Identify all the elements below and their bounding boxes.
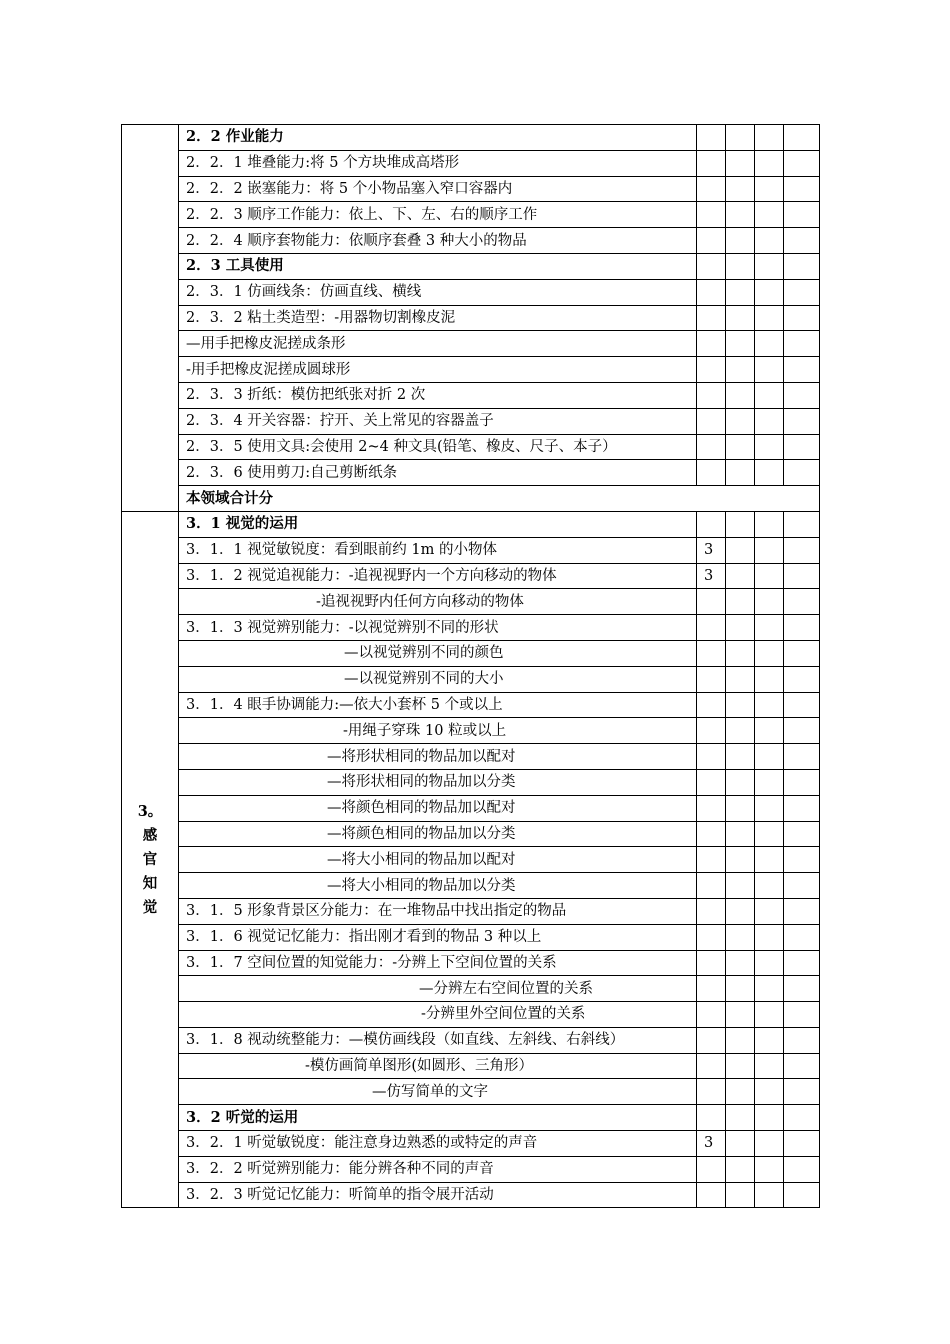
score-cell[interactable] bbox=[784, 253, 820, 279]
score-cell[interactable] bbox=[726, 615, 755, 641]
score-cell[interactable] bbox=[697, 640, 726, 666]
score-cell[interactable] bbox=[784, 615, 820, 641]
score-cell[interactable] bbox=[726, 357, 755, 383]
section-title: 2．2 作业能力 bbox=[179, 125, 697, 151]
score-cell[interactable] bbox=[784, 692, 820, 718]
table-row bbox=[122, 1027, 820, 1053]
score-cell[interactable] bbox=[755, 305, 784, 331]
table-row bbox=[122, 202, 820, 228]
score-cell[interactable] bbox=[697, 434, 726, 460]
score-cell[interactable] bbox=[697, 898, 726, 924]
score-cell[interactable] bbox=[784, 1156, 820, 1182]
table-row bbox=[122, 924, 820, 950]
score-cell[interactable] bbox=[726, 331, 755, 357]
table-row bbox=[122, 821, 820, 847]
item-text: 2．2．2 嵌塞能力：将 5 个小物品塞入窄口容器内 bbox=[179, 176, 697, 202]
item-text: 2．3．3 折纸：模仿把纸张对折 2 次 bbox=[179, 382, 697, 408]
section-header-row bbox=[122, 125, 820, 151]
table-row bbox=[122, 692, 820, 718]
item-text: —以视觉辨别不同的大小 bbox=[179, 666, 697, 692]
score-cell[interactable] bbox=[726, 976, 755, 1002]
score-cell[interactable] bbox=[697, 1002, 726, 1028]
score-cell[interactable] bbox=[755, 357, 784, 383]
score-cell[interactable] bbox=[697, 795, 726, 821]
score-cell[interactable] bbox=[697, 1182, 726, 1208]
item-text: 2．3．5 使用文具:会使用 2~4 种文具(铅笔、橡皮、尺子、本子） bbox=[179, 434, 697, 460]
table-row bbox=[122, 873, 820, 899]
item-text: —将大小相同的物品加以配对 bbox=[179, 847, 697, 873]
item-text: 3．1．2 视觉追视能力：-追视视野内一个方向移动的物体 bbox=[179, 563, 697, 589]
score-cell[interactable] bbox=[784, 976, 820, 1002]
score-cell[interactable] bbox=[755, 1105, 784, 1131]
domain-title-char: 觉 bbox=[142, 898, 158, 916]
score-cell[interactable] bbox=[697, 873, 726, 899]
score-cell[interactable] bbox=[784, 408, 820, 434]
score-cell[interactable] bbox=[697, 228, 726, 254]
score-cell[interactable] bbox=[697, 666, 726, 692]
score-cell[interactable] bbox=[784, 331, 820, 357]
table-row bbox=[122, 382, 820, 408]
table-row bbox=[122, 228, 820, 254]
score-cell[interactable] bbox=[726, 924, 755, 950]
item-text: 2．3．1 仿画线条：仿画直线、横线 bbox=[179, 279, 697, 305]
score-cell[interactable] bbox=[697, 924, 726, 950]
score-cell[interactable] bbox=[726, 434, 755, 460]
item-text: 3．1．7 空间位置的知觉能力：-分辨上下空间位置的关系 bbox=[179, 950, 697, 976]
score-cell[interactable] bbox=[726, 202, 755, 228]
score-cell[interactable] bbox=[697, 769, 726, 795]
score-cell[interactable] bbox=[755, 924, 784, 950]
score-cell[interactable] bbox=[784, 1079, 820, 1105]
score-cell[interactable] bbox=[697, 305, 726, 331]
score-cell[interactable] bbox=[726, 795, 755, 821]
score-cell[interactable] bbox=[726, 125, 755, 151]
score-cell[interactable] bbox=[697, 718, 726, 744]
score-cell[interactable] bbox=[726, 511, 755, 537]
table-row bbox=[122, 1131, 820, 1157]
score-cell[interactable] bbox=[784, 1002, 820, 1028]
score-cell[interactable] bbox=[755, 873, 784, 899]
score-cell[interactable] bbox=[726, 744, 755, 770]
section-title: 2．3 工具使用 bbox=[179, 253, 697, 279]
score-cell[interactable] bbox=[726, 873, 755, 899]
score-cell[interactable] bbox=[755, 976, 784, 1002]
score-cell[interactable] bbox=[755, 382, 784, 408]
score-cell[interactable] bbox=[726, 305, 755, 331]
score-cell[interactable] bbox=[755, 1182, 784, 1208]
table-row bbox=[122, 1002, 820, 1028]
table-row bbox=[122, 744, 820, 770]
score-cell[interactable] bbox=[697, 279, 726, 305]
score-cell[interactable] bbox=[697, 176, 726, 202]
table-row bbox=[122, 279, 820, 305]
item-text: 3．2．2 听觉辨别能力：能分辨各种不同的声音 bbox=[179, 1156, 697, 1182]
score-cell[interactable] bbox=[755, 228, 784, 254]
score-cell[interactable] bbox=[726, 692, 755, 718]
domain-total-row bbox=[122, 486, 820, 512]
score-cell[interactable] bbox=[697, 1079, 726, 1105]
table-row bbox=[122, 795, 820, 821]
item-text: 3．1．4 眼手协调能力:—依大小套杯 5 个或以上 bbox=[179, 692, 697, 718]
score-cell[interactable] bbox=[697, 692, 726, 718]
table-row bbox=[122, 176, 820, 202]
score-cell[interactable] bbox=[697, 202, 726, 228]
item-text: —将颜色相同的物品加以配对 bbox=[179, 795, 697, 821]
item-text: —仿写简单的文字 bbox=[179, 1079, 697, 1105]
domain-total-label: 本领域合计分 bbox=[179, 486, 820, 512]
score-cell[interactable] bbox=[755, 615, 784, 641]
score-cell[interactable] bbox=[784, 434, 820, 460]
score-cell[interactable] bbox=[755, 434, 784, 460]
section-header-row bbox=[122, 511, 820, 537]
score-cell[interactable] bbox=[726, 253, 755, 279]
score-cell[interactable] bbox=[726, 1027, 755, 1053]
score-cell[interactable] bbox=[726, 150, 755, 176]
item-text: 2．3．6 使用剪刀:自己剪断纸条 bbox=[179, 460, 697, 486]
table-row bbox=[122, 615, 820, 641]
score-cell[interactable] bbox=[726, 1053, 755, 1079]
table-row bbox=[122, 150, 820, 176]
item-text: 2．2．1 堆叠能力:将 5 个方块堆成高塔形 bbox=[179, 150, 697, 176]
score-cell[interactable] bbox=[784, 150, 820, 176]
score-cell[interactable] bbox=[784, 744, 820, 770]
domain-title-char: 知 bbox=[142, 874, 158, 892]
score-cell[interactable] bbox=[726, 1156, 755, 1182]
score-cell[interactable] bbox=[784, 1131, 820, 1157]
score-cell[interactable] bbox=[726, 666, 755, 692]
score-cell[interactable] bbox=[697, 589, 726, 615]
score-cell[interactable] bbox=[784, 279, 820, 305]
score-cell[interactable] bbox=[755, 950, 784, 976]
table-row bbox=[122, 666, 820, 692]
score-cell[interactable] bbox=[755, 202, 784, 228]
score-cell[interactable] bbox=[697, 615, 726, 641]
item-text: 3．1．3 视觉辨别能力：-以视觉辨别不同的形状 bbox=[179, 615, 697, 641]
score-cell[interactable] bbox=[697, 821, 726, 847]
score-cell[interactable] bbox=[697, 357, 726, 383]
score-cell[interactable] bbox=[726, 847, 755, 873]
score-cell[interactable] bbox=[784, 640, 820, 666]
score-cell[interactable] bbox=[784, 382, 820, 408]
score-cell[interactable] bbox=[755, 408, 784, 434]
item-text: 2．3．4 开关容器：拧开、关上常见的容器盖子 bbox=[179, 408, 697, 434]
score-cell[interactable] bbox=[784, 357, 820, 383]
item-text: —将形状相同的物品加以配对 bbox=[179, 744, 697, 770]
score-cell[interactable] bbox=[697, 744, 726, 770]
table-row bbox=[122, 1182, 820, 1208]
score-cell[interactable] bbox=[726, 1105, 755, 1131]
score-cell[interactable] bbox=[726, 537, 755, 563]
table-row bbox=[122, 898, 820, 924]
score-cell[interactable] bbox=[726, 640, 755, 666]
table-row bbox=[122, 847, 820, 873]
score-cell[interactable]: 3 bbox=[697, 1131, 726, 1157]
score-cell[interactable] bbox=[755, 279, 784, 305]
table-row bbox=[122, 408, 820, 434]
score-cell[interactable] bbox=[755, 1079, 784, 1105]
score-cell[interactable] bbox=[697, 253, 726, 279]
score-cell[interactable] bbox=[726, 460, 755, 486]
score-cell[interactable] bbox=[784, 125, 820, 151]
score-cell[interactable] bbox=[726, 718, 755, 744]
domain-cell-sensory bbox=[122, 511, 179, 1208]
score-cell[interactable] bbox=[755, 847, 784, 873]
table-row bbox=[122, 563, 820, 589]
score-cell[interactable] bbox=[755, 744, 784, 770]
score-cell[interactable] bbox=[784, 460, 820, 486]
score-cell[interactable] bbox=[755, 511, 784, 537]
item-text: —将颜色相同的物品加以分类 bbox=[179, 821, 697, 847]
item-text: 2．2．4 顺序套物能力：依顺序套叠 3 种大小的物品 bbox=[179, 228, 697, 254]
item-text: 3．1．6 视觉记忆能力：指出刚才看到的物品 3 种以上 bbox=[179, 924, 697, 950]
section-title: 3．1 视觉的运用 bbox=[179, 511, 697, 537]
domain-title-char: 感 bbox=[142, 826, 158, 844]
table-row bbox=[122, 718, 820, 744]
score-cell[interactable] bbox=[755, 1156, 784, 1182]
score-cell[interactable] bbox=[784, 873, 820, 899]
domain-title-char: 官 bbox=[142, 850, 158, 868]
score-cell[interactable] bbox=[755, 898, 784, 924]
score-cell[interactable] bbox=[784, 176, 820, 202]
score-cell[interactable] bbox=[726, 408, 755, 434]
score-cell[interactable] bbox=[697, 847, 726, 873]
assessment-table bbox=[121, 124, 820, 1208]
score-cell[interactable] bbox=[784, 202, 820, 228]
score-cell[interactable] bbox=[784, 666, 820, 692]
item-text: -追视视野内任何方向移动的物体 bbox=[179, 589, 697, 615]
section-header-row bbox=[122, 1105, 820, 1131]
score-cell[interactable] bbox=[755, 769, 784, 795]
score-cell[interactable] bbox=[726, 1002, 755, 1028]
score-cell[interactable] bbox=[755, 1053, 784, 1079]
table-row bbox=[122, 434, 820, 460]
score-cell[interactable] bbox=[697, 950, 726, 976]
score-cell[interactable] bbox=[784, 950, 820, 976]
score-cell[interactable] bbox=[755, 331, 784, 357]
score-cell[interactable] bbox=[755, 176, 784, 202]
table-row bbox=[122, 589, 820, 615]
score-cell[interactable] bbox=[784, 821, 820, 847]
score-cell[interactable] bbox=[784, 1053, 820, 1079]
item-text: —将大小相同的物品加以分类 bbox=[179, 873, 697, 899]
score-cell[interactable] bbox=[784, 718, 820, 744]
table-row bbox=[122, 976, 820, 1002]
table-row bbox=[122, 950, 820, 976]
score-cell[interactable] bbox=[697, 150, 726, 176]
item-text: 3．2．3 听觉记忆能力：听简单的指令展开活动 bbox=[179, 1182, 697, 1208]
score-cell[interactable] bbox=[784, 228, 820, 254]
table-row bbox=[122, 640, 820, 666]
score-cell[interactable] bbox=[755, 589, 784, 615]
section-header-row bbox=[122, 253, 820, 279]
item-text: —分辨左右空间位置的关系 bbox=[179, 976, 697, 1002]
item-text: 2．3．2 粘土类造型：-用器物切割橡皮泥 bbox=[179, 305, 697, 331]
score-cell[interactable] bbox=[755, 666, 784, 692]
score-cell[interactable] bbox=[697, 1105, 726, 1131]
item-text: 3．1．8 视动统整能力：—模仿画线段（如直线、左斜线、右斜线） bbox=[179, 1027, 697, 1053]
score-cell[interactable] bbox=[755, 1131, 784, 1157]
score-cell[interactable] bbox=[697, 331, 726, 357]
table-row bbox=[122, 1156, 820, 1182]
table-row bbox=[122, 1053, 820, 1079]
score-cell[interactable] bbox=[784, 563, 820, 589]
score-cell[interactable] bbox=[784, 769, 820, 795]
score-cell[interactable] bbox=[726, 821, 755, 847]
score-cell[interactable] bbox=[784, 898, 820, 924]
table-row bbox=[122, 357, 820, 383]
score-cell[interactable] bbox=[697, 511, 726, 537]
score-cell[interactable] bbox=[697, 408, 726, 434]
item-text: -模仿画简单图形(如圆形、三角形） bbox=[179, 1053, 697, 1079]
score-cell[interactable] bbox=[784, 511, 820, 537]
score-cell[interactable] bbox=[784, 1027, 820, 1053]
table-row bbox=[122, 305, 820, 331]
score-cell[interactable] bbox=[755, 1027, 784, 1053]
score-cell[interactable] bbox=[726, 950, 755, 976]
score-cell[interactable] bbox=[755, 692, 784, 718]
score-cell[interactable] bbox=[784, 589, 820, 615]
score-cell[interactable] bbox=[784, 305, 820, 331]
item-text: -用手把橡皮泥搓成圆球形 bbox=[179, 357, 697, 383]
score-cell[interactable] bbox=[755, 563, 784, 589]
score-cell[interactable] bbox=[697, 1053, 726, 1079]
score-cell[interactable] bbox=[697, 976, 726, 1002]
score-cell[interactable] bbox=[726, 769, 755, 795]
item-text: —将形状相同的物品加以分类 bbox=[179, 769, 697, 795]
score-cell[interactable] bbox=[784, 847, 820, 873]
item-text: -分辨里外空间位置的关系 bbox=[179, 1002, 697, 1028]
score-cell[interactable] bbox=[784, 795, 820, 821]
table-row bbox=[122, 331, 820, 357]
score-cell[interactable]: 3 bbox=[697, 537, 726, 563]
table-row bbox=[122, 769, 820, 795]
score-cell[interactable] bbox=[784, 537, 820, 563]
score-cell[interactable] bbox=[726, 589, 755, 615]
item-text: —以视觉辨别不同的颜色 bbox=[179, 640, 697, 666]
score-cell[interactable] bbox=[784, 924, 820, 950]
score-cell[interactable] bbox=[697, 460, 726, 486]
score-cell[interactable] bbox=[755, 460, 784, 486]
domain-cell-previous bbox=[122, 125, 179, 512]
item-text: -用绳子穿珠 10 粒或以上 bbox=[179, 718, 697, 744]
table-row bbox=[122, 1079, 820, 1105]
score-cell[interactable] bbox=[697, 125, 726, 151]
item-text: 3．1．1 视觉敏锐度：看到眼前约 1m 的小物体 bbox=[179, 537, 697, 563]
item-text: 3．2．1 听觉敏锐度：能注意身边熟悉的或特定的声音 bbox=[179, 1131, 697, 1157]
score-cell[interactable] bbox=[755, 718, 784, 744]
score-cell[interactable] bbox=[755, 1002, 784, 1028]
score-cell[interactable] bbox=[784, 1105, 820, 1131]
score-cell[interactable] bbox=[726, 898, 755, 924]
score-cell[interactable] bbox=[755, 253, 784, 279]
score-cell[interactable] bbox=[726, 228, 755, 254]
score-cell[interactable] bbox=[697, 1027, 726, 1053]
score-cell[interactable] bbox=[697, 1156, 726, 1182]
score-cell[interactable] bbox=[697, 382, 726, 408]
assessment-table-body bbox=[122, 125, 820, 1208]
score-cell[interactable] bbox=[755, 125, 784, 151]
table-row bbox=[122, 460, 820, 486]
score-cell[interactable] bbox=[726, 1131, 755, 1157]
score-cell[interactable] bbox=[726, 382, 755, 408]
item-text: —用手把橡皮泥搓成条形 bbox=[179, 331, 697, 357]
score-cell[interactable] bbox=[726, 563, 755, 589]
table-row bbox=[122, 537, 820, 563]
score-cell[interactable] bbox=[726, 1182, 755, 1208]
score-cell[interactable] bbox=[784, 1182, 820, 1208]
item-text: 3．1．5 形象背景区分能力：在一堆物品中找出指定的物品 bbox=[179, 898, 697, 924]
score-cell[interactable] bbox=[755, 795, 784, 821]
score-cell[interactable]: 3 bbox=[697, 563, 726, 589]
score-cell[interactable] bbox=[755, 640, 784, 666]
score-cell[interactable] bbox=[726, 176, 755, 202]
domain-number: 3。 bbox=[137, 802, 163, 820]
score-cell[interactable] bbox=[755, 821, 784, 847]
item-text: 2．2．3 顺序工作能力：依上、下、左、右的顺序工作 bbox=[179, 202, 697, 228]
score-cell[interactable] bbox=[755, 150, 784, 176]
section-title: 3．2 听觉的运用 bbox=[179, 1105, 697, 1131]
score-cell[interactable] bbox=[726, 279, 755, 305]
score-cell[interactable] bbox=[755, 537, 784, 563]
score-cell[interactable] bbox=[726, 1079, 755, 1105]
